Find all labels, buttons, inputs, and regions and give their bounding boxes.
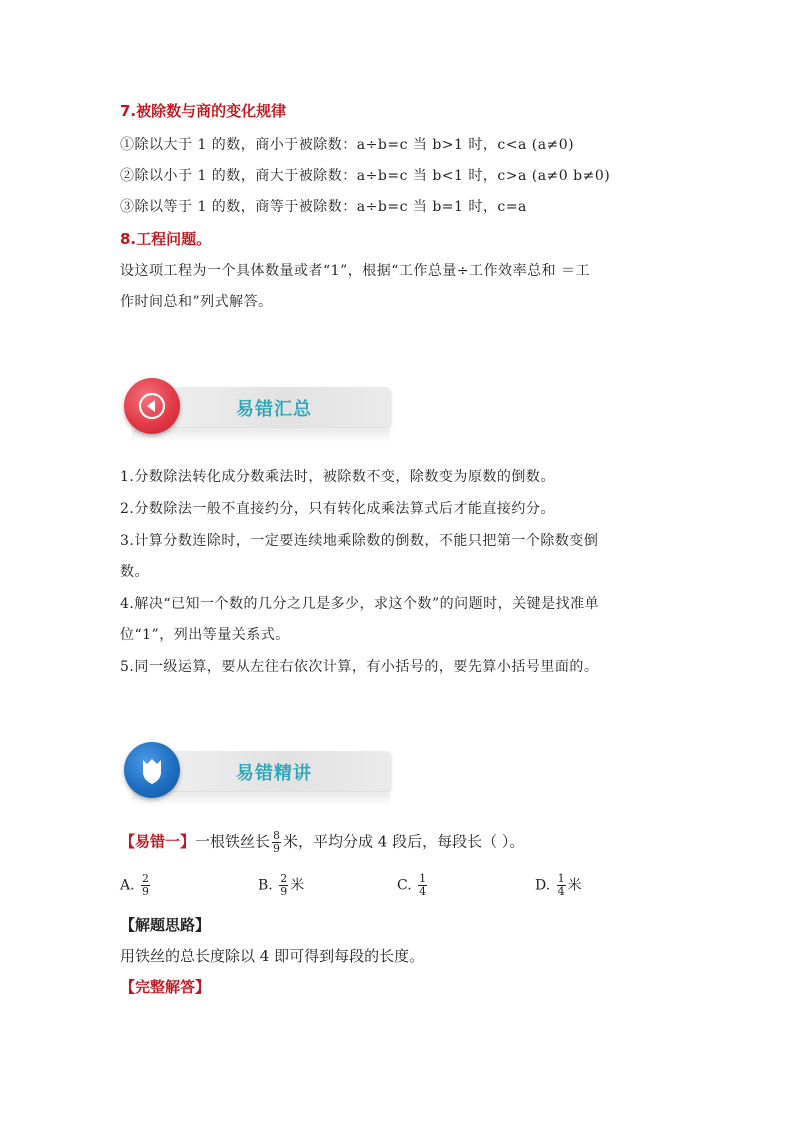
fraction-numerator: 2: [280, 872, 288, 885]
fraction-denominator: 4: [419, 885, 427, 898]
option-unit: 米: [290, 877, 305, 894]
option-c[interactable]: [397, 873, 429, 898]
banner-title: 易错汇总: [236, 399, 312, 420]
mistake-2: 2.分数除法一般不直接约分，只有转化成乘法算式后才能直接约分。: [120, 501, 555, 517]
banner-mistake-summary: [118, 378, 390, 444]
fraction-numerator: 2: [142, 872, 150, 885]
fraction-numerator: 8: [273, 829, 281, 842]
fraction-denominator: 9: [142, 885, 150, 898]
section8-heading: 8.工程问题。: [120, 230, 212, 248]
section8-text-2: 作时间总和”列式解答。: [120, 294, 273, 310]
thinking-label: 【解题思路】: [120, 916, 211, 934]
section8-text-1: 设这项工程为一个具体数量或者“1”，根据“工作总量÷工作效率总和 ＝工: [120, 263, 591, 279]
fraction-numerator: 1: [557, 872, 565, 885]
banner-title: 易错精讲: [236, 763, 312, 784]
option-fraction: [141, 873, 150, 898]
fraction-denominator: 9: [280, 885, 288, 898]
mistake-1: 1.分数除法转化成分数乘法时，被除数不变，除数变为原数的倒数。: [120, 469, 555, 485]
rule-3: ③除以等于 1 的数，商等于被除数：a÷b=c 当 b=1 时，c=a: [120, 199, 527, 215]
option-fraction: [279, 873, 288, 898]
shield-icon: [124, 742, 180, 798]
question-text-after: 米，平均分成 4 段后，每段长（ ）。: [283, 832, 525, 851]
question-text-before: 一根铁丝长: [195, 832, 271, 851]
question-fraction: [272, 830, 281, 855]
mistake-3-cont: 数。: [120, 564, 149, 580]
question-line: [120, 830, 524, 855]
option-letter: C.: [397, 877, 412, 894]
option-fraction: [418, 873, 427, 898]
option-letter: D.: [535, 877, 551, 894]
answer-label: 【完整解答】: [120, 978, 211, 996]
mistake-4: 4.解决“已知一个数的几分之几是多少，求这个数”的问题时，关键是找准单: [120, 596, 600, 612]
thinking-text: 用铁丝的总长度除以 4 即可得到每段的长度。: [120, 947, 425, 965]
rule-2: ②除以小于 1 的数，商大于被除数：a÷b=c 当 b<1 时，c>a (a≠0 b≠0): [120, 168, 611, 184]
option-fraction: [557, 873, 566, 898]
fraction-denominator: 4: [557, 885, 565, 898]
question-label: 【易错一】: [120, 832, 196, 851]
option-d[interactable]: [535, 873, 582, 898]
option-letter: B.: [258, 877, 273, 894]
option-letter: A.: [120, 877, 135, 894]
banner-mistake-explain: [118, 742, 390, 808]
mistake-4-cont: 位“1”，列出等量关系式。: [120, 627, 290, 643]
option-b[interactable]: [258, 873, 304, 898]
section7-heading: 7.被除数与商的变化规律: [120, 102, 287, 120]
fraction-denominator: 9: [273, 842, 281, 855]
option-unit: 米: [567, 877, 582, 894]
option-a[interactable]: [120, 873, 152, 898]
mistake-3: 3.计算分数连除时，一定要连续地乘除数的倒数，不能只把第一个除数变倒: [120, 533, 599, 549]
banner-circle: [124, 378, 180, 434]
rule-1: ①除以大于 1 的数，商小于被除数：a÷b=c 当 b>1 时，c<a (a≠0): [120, 137, 575, 153]
mistake-5: 5.同一级运算，要从左往右依次计算，有小括号的，要先算小括号里面的。: [120, 659, 599, 675]
fraction-numerator: 1: [419, 872, 427, 885]
banner-circle: [124, 742, 180, 798]
play-back-icon: [124, 378, 180, 434]
